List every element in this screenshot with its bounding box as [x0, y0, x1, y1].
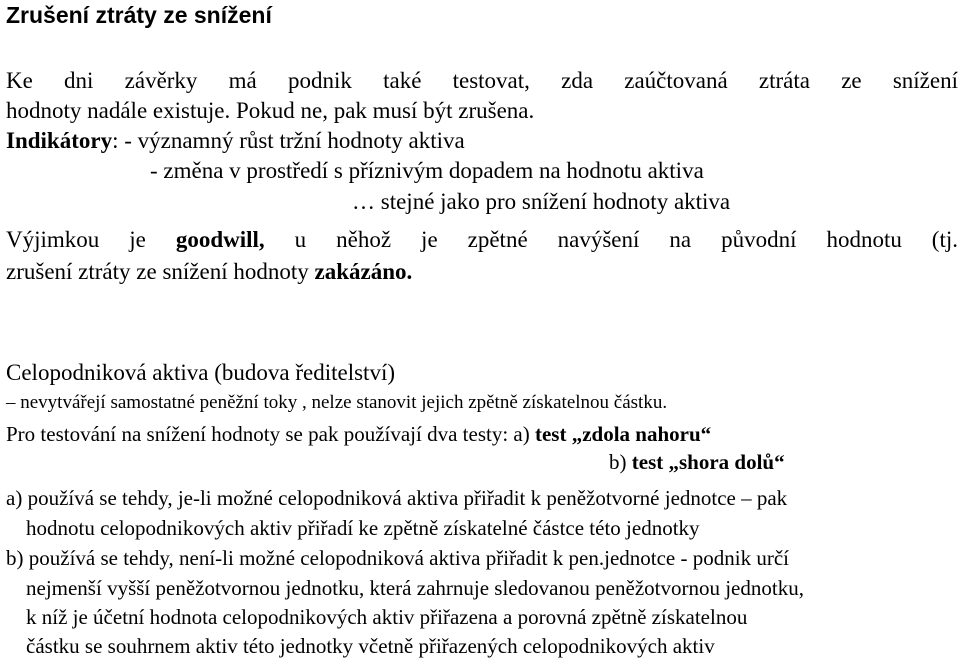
- exception-text-1: Výjimkou je: [6, 227, 176, 252]
- b-item-line-1: b) používá se tehdy, není-li možné celopodniková aktiva přiřadit k pen.jednotce - podnik určí: [6, 546, 789, 570]
- b-item-line-2: nejmenší vyšší peněžotvornou jednotku, která zahrnuje sledovanou peněžotvornou jednotku,: [26, 576, 804, 600]
- goodwill-term: goodwill,: [175, 227, 265, 252]
- tests-line-1: [6, 420, 711, 448]
- exception-text-3: zrušení ztráty ze snížení hodnoty: [6, 259, 315, 284]
- test-top-down: test „shora dolů“: [631, 450, 785, 474]
- forbidden-term: zakázáno.: [314, 259, 413, 284]
- indicators-label: Indikátory: [6, 128, 113, 153]
- a-item-line-1: a) používá se tehdy, je-li možné celopodniková aktiva přiřadit k peněžotvorné jednotce – pak: [6, 486, 788, 510]
- indicators-line-2: - změna v prostředí s příznivým dopadem na hodnotu aktiva: [150, 158, 704, 183]
- indicators-line-1: [6, 126, 465, 156]
- corporate-assets-heading: Celopodniková aktiva (budova ředitelství): [6, 360, 395, 385]
- intro-line-1: Ke dni závěrky má podnik také testovat, zda zaúčtovaná ztráta ze snížení: [6, 68, 958, 93]
- indicators-text-1: : - významný růst tržní hodnoty aktiva: [112, 128, 465, 153]
- intro-line-2: hodnoty nadále existuje. Pokud ne, pak musí být zrušena.: [6, 98, 535, 123]
- page-title: Zrušení ztráty ze snížení: [6, 2, 272, 28]
- a-item-line-2: hodnotu celopodnikových aktiv přiřadí ke zpětně získatelné částce této jednotky: [26, 516, 700, 540]
- b-item-line-3: k níž je účetní hodnota celopodnikových aktiv přiřazena a porovná zpětně získatelnou: [26, 605, 748, 629]
- tests-text-2: b): [609, 450, 632, 474]
- exception-line-2: [6, 257, 412, 287]
- corporate-assets-subline: – nevytvářejí samostatné peněžní toky , nelze stanovit jejich zpětně získatelnou částku.: [6, 392, 668, 413]
- b-item-line-4: částku se souhrnem aktiv této jednotky včetně přiřazených celopodnikových aktiv: [26, 634, 715, 658]
- indicators-line-3: … stejné jako pro snížení hodnoty aktiva: [352, 189, 731, 214]
- tests-line-2: [609, 448, 785, 476]
- tests-text-1: Pro testování na snížení hodnoty se pak používají dva testy: a): [6, 422, 535, 446]
- test-bottom-up: test „zdola nahoru“: [534, 422, 712, 446]
- exception-text-2: u něhož je zpětné navýšení na původní hodnotu (tj.: [264, 227, 959, 252]
- exception-line-1: [6, 225, 958, 255]
